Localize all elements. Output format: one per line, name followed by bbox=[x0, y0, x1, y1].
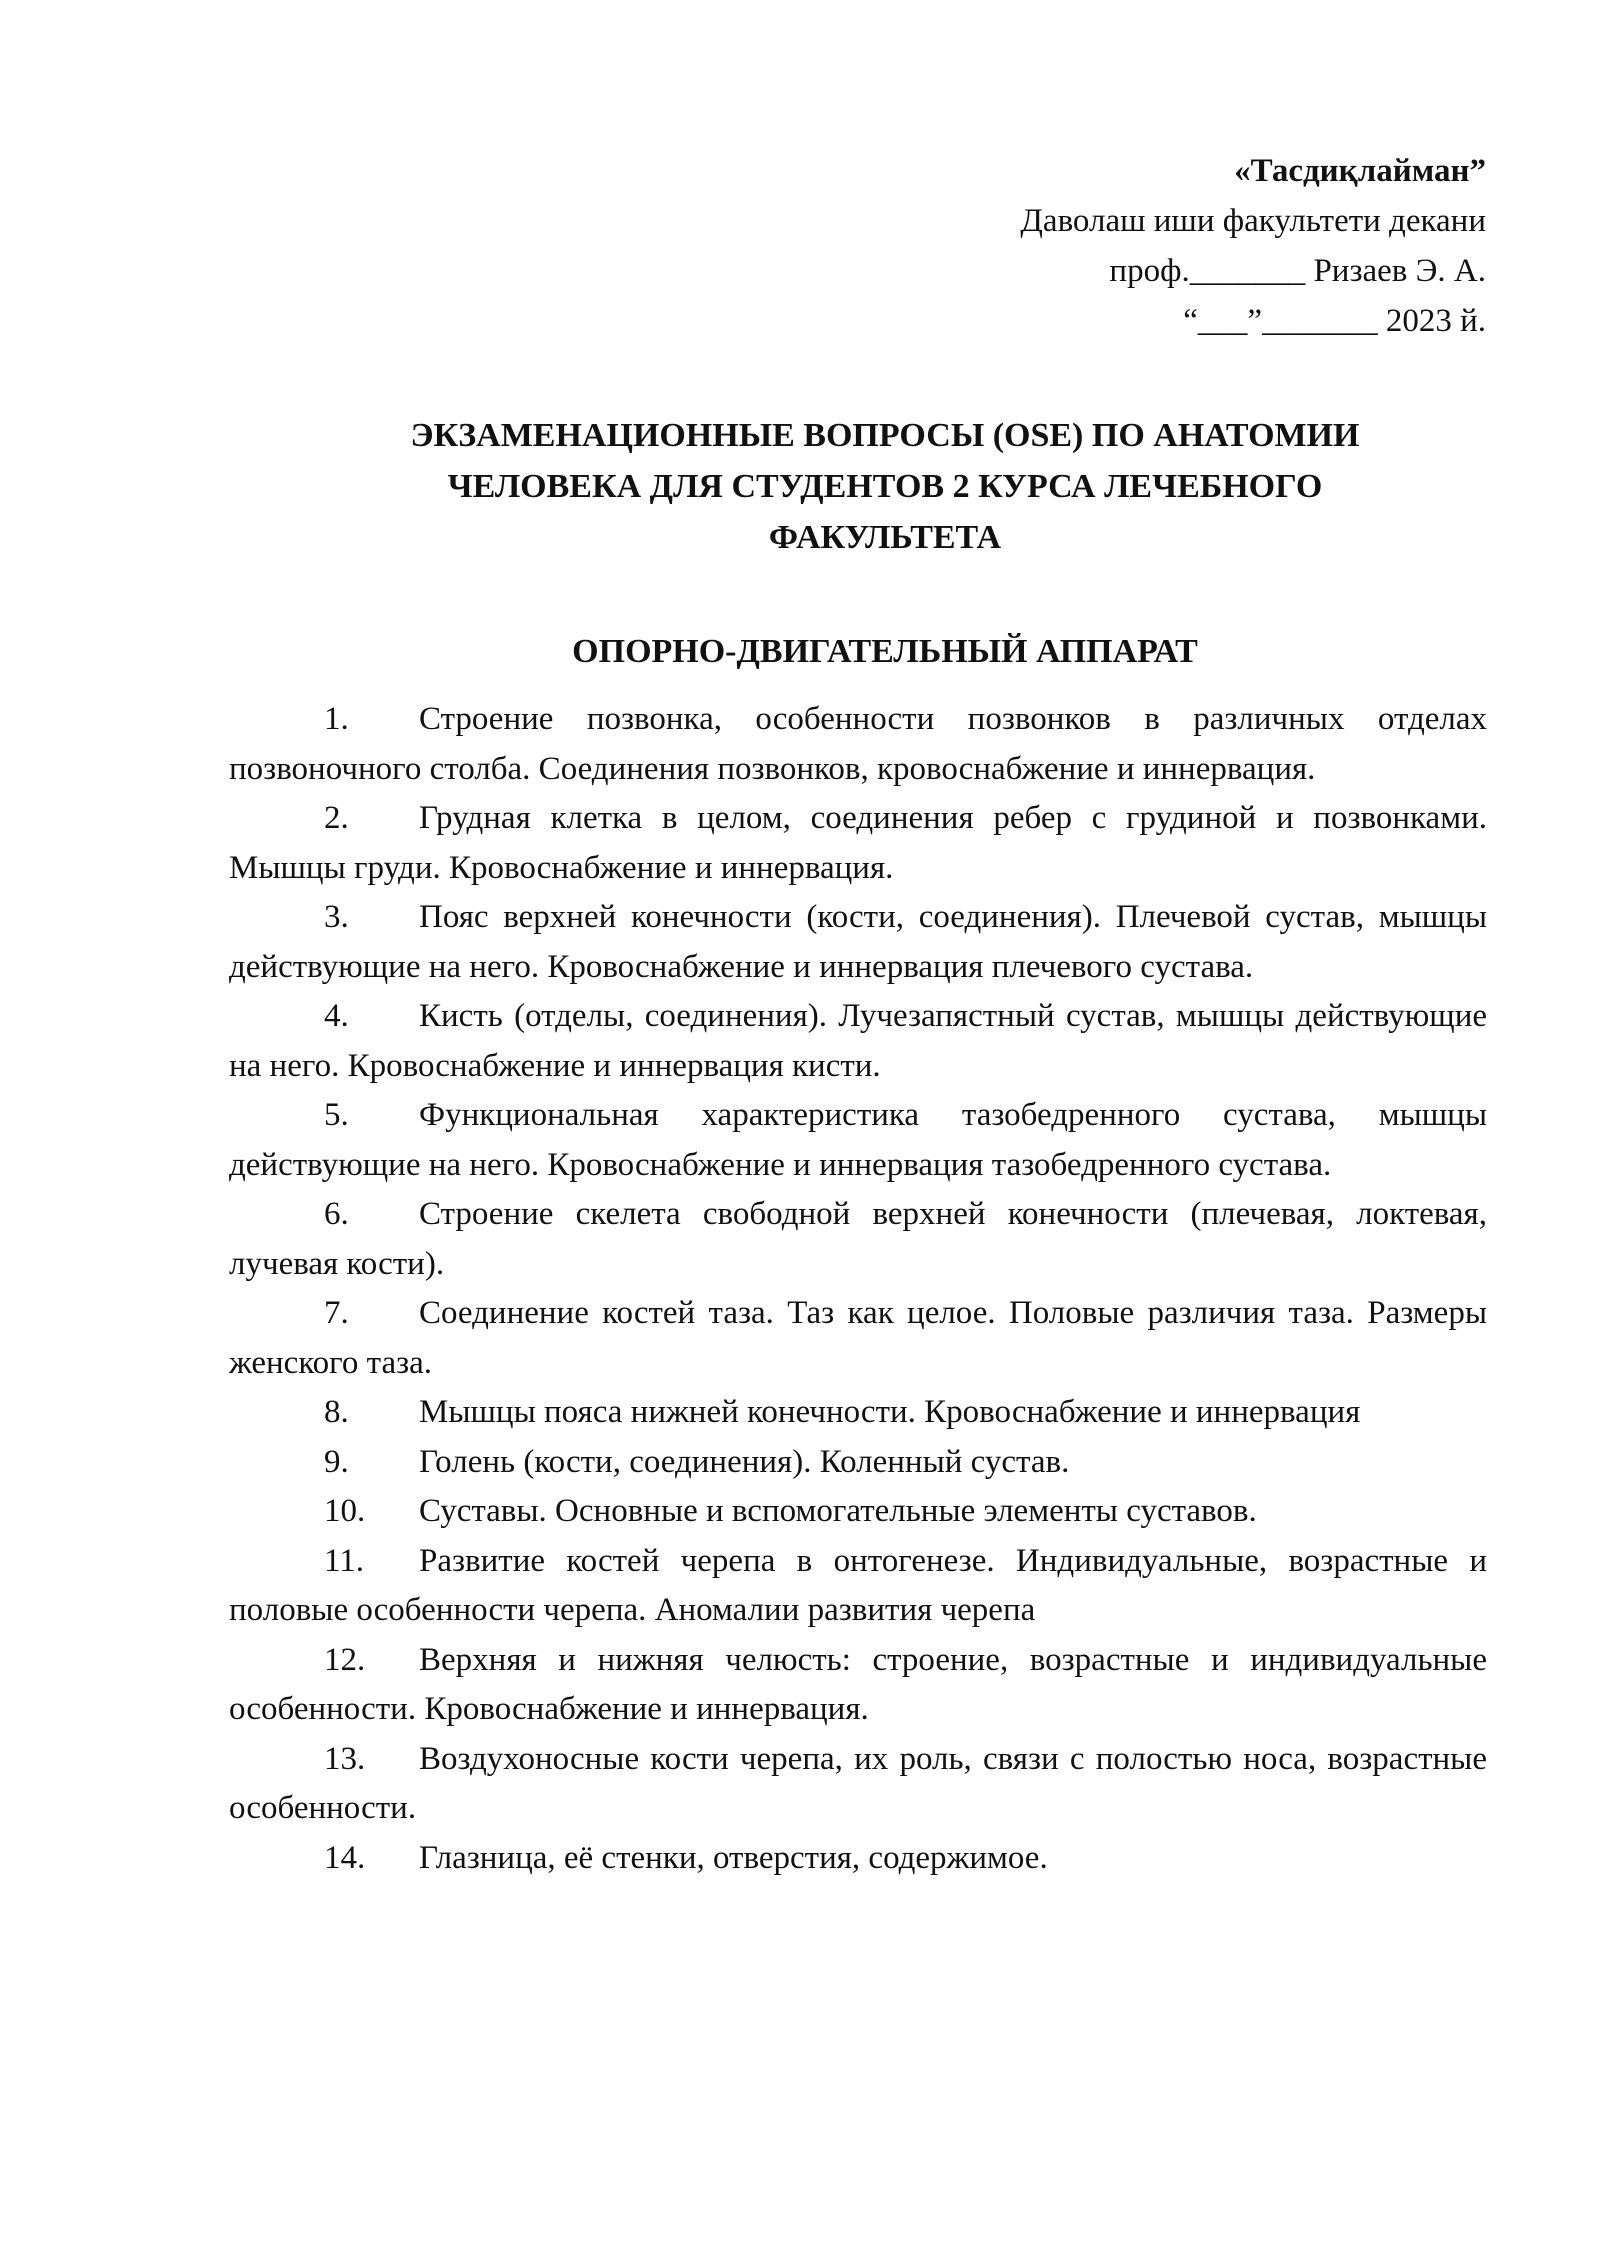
approval-date: “___”_______ 2023 й. bbox=[1183, 303, 1486, 339]
question-item bbox=[229, 1091, 1487, 1190]
question-text: Суставы. Основные и вспомогательные элементы суставов. bbox=[419, 1493, 1257, 1529]
question-text: Глазница, её стенки, отверстия, содержимое. bbox=[419, 1839, 1048, 1876]
approval-block bbox=[1020, 146, 1486, 346]
question-item bbox=[229, 1289, 1487, 1388]
question-item bbox=[229, 695, 1487, 794]
question-number: 13. bbox=[324, 1740, 366, 1777]
question-number: 12. bbox=[324, 1641, 366, 1678]
question-text: Функциональная характеристика тазобедренного сустава, мышцы действующие на него. Кровоснабжение и иннервация тазобедренного сустава. bbox=[229, 1097, 1487, 1183]
question-text: Грудная клетка в целом, соединения ребер с грудиной и позвонками. Мышцы груди. Кровоснабжение и иннервация. bbox=[229, 800, 1487, 886]
question-list bbox=[229, 695, 1487, 1883]
question-number: 1. bbox=[324, 701, 349, 737]
question-text: Верхняя и нижняя челюсть: строение, возрастные и индивидуальные особенности. Кровоснабжение и иннервация. bbox=[229, 1641, 1487, 1727]
question-item bbox=[229, 893, 1487, 992]
question-item bbox=[229, 1537, 1487, 1636]
question-text: Развитие костей черепа в онтогенезе. Индивидуальные, возрастные и половые особенности черепа. Аномалии развития черепа bbox=[229, 1542, 1487, 1628]
question-item bbox=[229, 1735, 1487, 1834]
question-text: Голень (кости, соединения). Коленный сустав. bbox=[419, 1443, 1070, 1480]
question-number: 7. bbox=[324, 1295, 349, 1331]
question-item bbox=[229, 1636, 1487, 1735]
question-text: Пояс верхней конечности (кости, соединения). Плечевой сустав, мышцы действующие на него. Кровоснабжение и иннервация плечевого сустава. bbox=[229, 899, 1487, 985]
question-item bbox=[229, 1834, 1487, 1884]
document-title-line-2: ЧЕЛОВЕКА ДЛЯ СТУДЕНТОВ 2 КУРСА ЛЕЧЕБНОГО bbox=[447, 468, 1323, 505]
question-item bbox=[229, 1388, 1487, 1438]
question-text: Строение скелета свободной верхней конечности (плечевая, локтевая, лучевая кости). bbox=[229, 1196, 1487, 1282]
question-item bbox=[229, 1438, 1487, 1488]
question-item bbox=[229, 1190, 1487, 1289]
question-item bbox=[229, 1487, 1487, 1537]
question-text: Воздухоносные кости черепа, их роль, связи с полостью носа, возрастные особенности. bbox=[229, 1740, 1487, 1826]
approval-position: Даволаш иши факультети декани bbox=[1020, 203, 1486, 239]
question-number: 5. bbox=[324, 1097, 349, 1133]
question-number: 10. bbox=[324, 1493, 366, 1529]
document-title-line-1: ЭКЗАМЕНАЦИОННЫЕ ВОПРОСЫ (OSE) ПО АНАТОМИИ bbox=[410, 417, 1360, 454]
question-text: Мышцы пояса нижней конечности. Кровоснабжение и иннервация bbox=[419, 1394, 1361, 1430]
document-title-line-3: ФАКУЛЬТЕТА bbox=[768, 519, 1002, 556]
question-text: Кисть (отделы, соединения). Лучезапястный сустав, мышцы действующие на него. Кровоснабжение и иннервация кисти. bbox=[229, 998, 1487, 1084]
approval-title: «Тасдиқлайман” bbox=[1234, 153, 1486, 189]
question-text: Соединение костей таза. Таз как целое. Половые различия таза. Размеры женского таза. bbox=[229, 1295, 1487, 1381]
question-number: 6. bbox=[324, 1196, 349, 1232]
question-number: 4. bbox=[324, 998, 349, 1034]
question-number: 9. bbox=[324, 1443, 349, 1480]
approval-signature: проф._______ Ризаев Э. А. bbox=[1109, 253, 1486, 289]
question-item bbox=[229, 992, 1487, 1091]
question-number: 11. bbox=[324, 1542, 365, 1579]
section-heading: ОПОРНО-ДВИГАТЕЛЬНЫЙ АППАРАТ bbox=[572, 633, 1198, 670]
question-number: 8. bbox=[324, 1394, 349, 1430]
question-item bbox=[229, 794, 1487, 893]
question-text: Строение позвонка, особенности позвонков в различных отделах позвоночного столба. Соединения позвонков, кровоснабжение и иннервация. bbox=[229, 701, 1487, 787]
question-number: 3. bbox=[324, 899, 349, 935]
question-number: 2. bbox=[324, 800, 349, 836]
document-title bbox=[330, 410, 1440, 563]
question-number: 14. bbox=[324, 1839, 366, 1876]
